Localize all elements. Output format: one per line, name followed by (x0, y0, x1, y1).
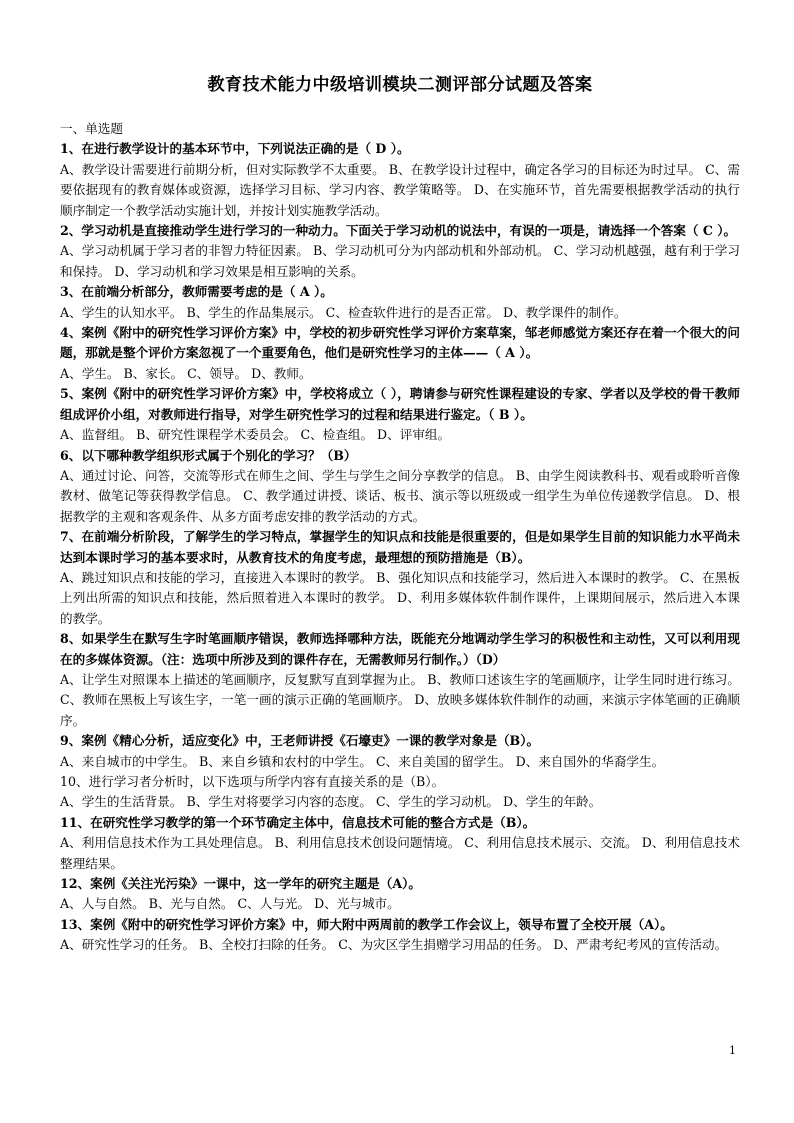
question-9: 9、案例《精心分析，适应变化》中，王老师讲授《石壕吏》一课的教学对象是（B）。 (60, 733, 540, 749)
question-9-options: A、来自城市的中学生。 B、来自乡镇和农村的中学生。 C、来自美国的留学生。 D、来自国外的华裔学生。 (60, 753, 665, 769)
question-7-options: A、跳过知识点和技能的学习，直接进入本课时的教学。 B、强化知识点和技能学习，然后进入本课时的教学。 C、在黑板上列出所需的知识点和技能，然后照着进入本课时的教学。 D、利用多媒体软件制作课件，上课期间展示，然后进入本课的教学。 (60, 569, 740, 626)
question-10-options: A、学生的生活背景。 B、学生对将要学习内容的态度。 C、学生的学习动机。 D、学生的年龄。 (60, 794, 602, 810)
question-11-options: A、利用信息技术作为工具处理信息。 B、利用信息技术创设问题情境。 C、利用信息技术展示、交流。 D、利用信息技术整理结果。 (60, 835, 740, 871)
question-2-options: A、学习动机属于学习者的非智力特征因素。 B、学习动机可分为内部动机和外部动机。 C、学习动机越强，越有利于学习和保持。 D、学习动机和学习效果是相互影响的关系。 (60, 243, 740, 279)
question-4: 4、案例《附中的研究性学习评价方案》中，学校的初步研究性学习评价方案草案，邹老师感觉方案还存在着一个很大的问题，那就是整个评价方案忽视了一个重要角色，他们是研究性学习的主体——（ A ）。 (60, 325, 740, 361)
question-13: 13、案例《附中的研究性学习评价方案》中，师大附中两周前的教学工作会议上，领导布置了全校开展（A）。 (60, 916, 673, 932)
section-heading: 一、单选题 (60, 121, 123, 136)
page-number: 1 (729, 1044, 736, 1057)
question-5-options: A、监督组。 B、研究性课程学术委员会。 C、检查组。 D、评审组。 (60, 427, 451, 443)
question-13-options: A、研究性学习的任务。 B、全校打扫除的任务。 C、为灾区学生捐赠学习用品的任务。 D、严肃考纪考风的宣传活动。 (60, 937, 728, 953)
question-6: 6、以下哪种教学组织形式属于个别化的学习？（B） (60, 447, 357, 463)
question-4-options: A、学生。 B、家长。 C、领导。 D、教师。 (60, 365, 312, 381)
question-5: 5、案例《附中的研究性学习评价方案》中，学校将成立（ ），聘请参与研究性课程建设的专家、学者以及学校的骨干教师组成评价小组，对教师进行指导，对学生研究性学习的过程和结果进行鉴定。（ B ）。 (60, 386, 740, 422)
question-7: 7、在前端分析阶段，了解学生的学习特点，掌握学生的知识点和技能是很重要的，但是如果学生目前的知识能力水平尚未达到本课时学习的基本要求时，从教育技术的角度考虑，最理想的预防措施是（B）。 (60, 529, 740, 565)
question-6-options: A、通过讨论、问答，交流等形式在师生之间、学生与学生之间分享教学的信息。 B、由学生阅读教科书、观看或聆听音像教材、做笔记等获得教学信息。 C、教学通过讲授、谈话、板书、演示等以班级或一组学生为单位传递教学信息。 D、根据教学的主观和客观条件、从多方面考虑安排的教学活动的方式。 (60, 467, 740, 524)
question-12: 12、案例《关注光污染》一课中，这一学年的研究主题是（A）。 (60, 876, 422, 892)
question-2: 2、学习动机是直接推动学生进行学习的一种动力。下面关于学习动机的说法中，有误的一项是，请选择一个答案（ C ）。 (60, 223, 737, 239)
question-12-options: A、人与自然。 B、光与自然。 C、人与光。 D、光与城市。 (60, 896, 400, 912)
question-1: 1、在进行教学设计的基本环节中，下列说法正确的是（ D ）。 (60, 141, 410, 157)
question-1-options: A、教学设计需要进行前期分析，但对实际教学不太重要。 B、在教学设计过程中，确定各学习的目标还为时过早。 C、需要依据现有的教育媒体或资源，选择学习目标、学习内容、教学策略等。 D、在实施环节，首先需要根据教学活动的执行顺序制定一个教学活动实施计划，并按计划实施教学活动。 (60, 161, 740, 218)
question-11: 11、在研究性学习教学的第一个环节确定主体中，信息技术可能的整合方式是（B）。 (60, 814, 536, 830)
question-3-options: A、学生的认知水平。 B、学生的作品集展示。 C、检查软件进行的是否正常。 D、教学课件的制作。 (60, 304, 627, 320)
question-8: 8、如果学生在默写生字时笔画顺序错误，教师选择哪种方法，既能充分地调动学生学习的积极性和主动性，又可以利用现在的多媒体资源。（注：选项中所涉及到的课件存在，无需教师另行制作。）（D） (60, 631, 740, 667)
question-3: 3、在前端分析部分，教师需要考虑的是（ A ）。 (60, 284, 333, 300)
question-list (60, 119, 740, 956)
question-10: 10、进行学习者分析时，以下选项与所学内容有直接关系的是（B）。 (60, 774, 445, 789)
document-title: 教育技术能力中级培训模块二测评部分试题及答案 (207, 75, 593, 95)
question-8-options: A、让学生对照课本上描述的笔画顺序，反复默写直到掌握为止。 B、教师口述该生字的笔画顺序，让学生同时进行练习。 C、教师在黑板上写该生字，一笔一画的演示正确的笔画顺序。 D、放映多媒体软件制作的动画，来演示字体笔画的正确顺序。 (60, 671, 740, 728)
